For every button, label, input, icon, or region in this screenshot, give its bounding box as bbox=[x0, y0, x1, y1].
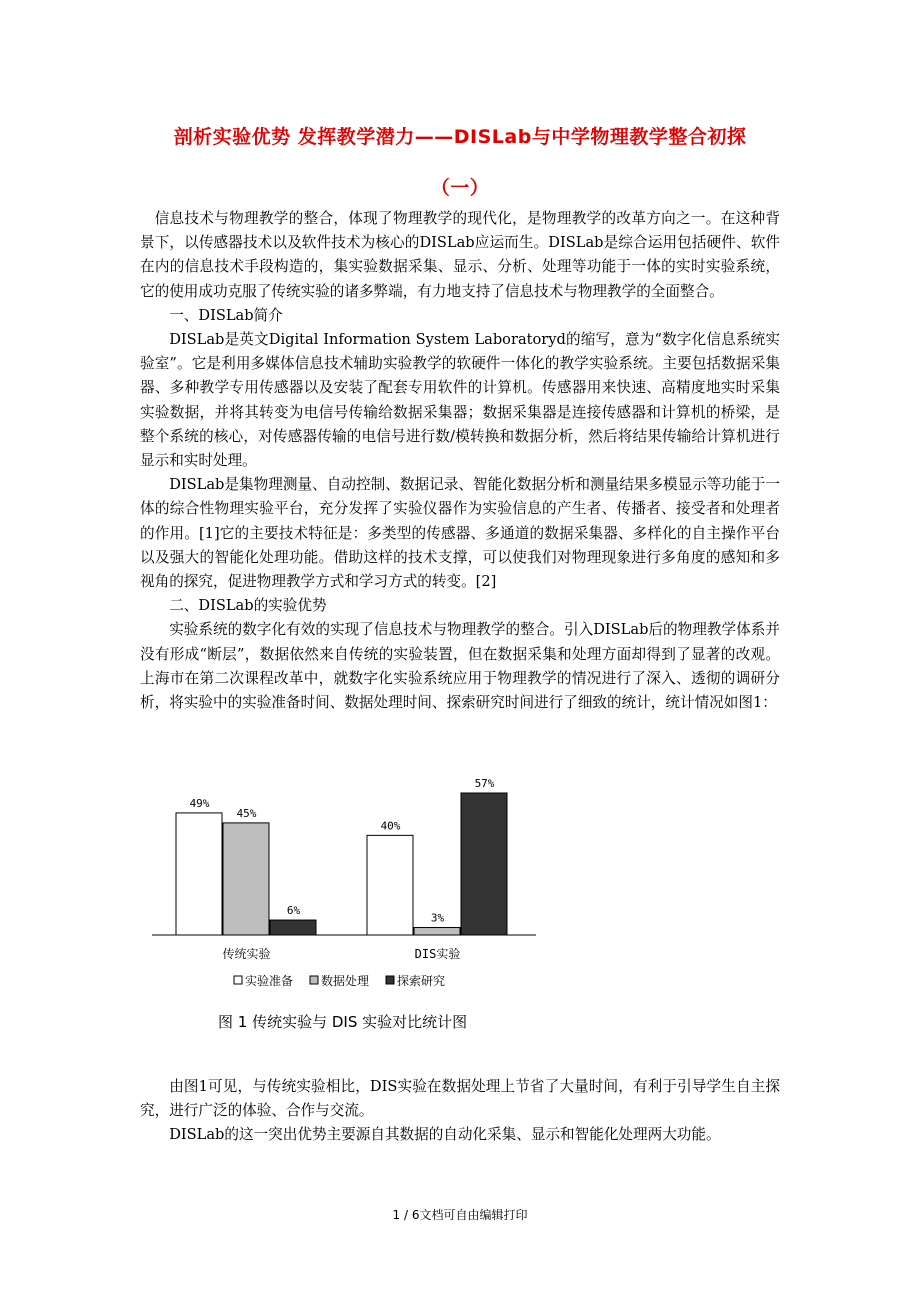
legend-swatch bbox=[310, 976, 318, 984]
legend-label: 实验准备 bbox=[245, 974, 294, 988]
paragraph: 由图1可见，与传统实验相比，DIS实验在数据处理上节省了大量时间，有利于引导学生自主探究，进行广泛的体验、合作与交流。 bbox=[140, 1078, 780, 1120]
paragraph-intro: 信息技术与物理教学的整合，体现了物理教学的现代化，是物理教学的改革方向之一。在这种背景下，以传感器技术以及软件技术为核心的DISLab应运而生。DISLab是综合运用包括硬件、软件在内的信息技术手段构造的，集实验数据采集、显示、分析、处理等功能于一体的实时实验系统，它的使用成功克服了传统实验的诸多弊端，有力地支持了信息技术与物理教学的全面整合。 bbox=[140, 210, 780, 300]
data-label: 3% bbox=[430, 911, 445, 925]
bar-实验准备-传统实验 bbox=[176, 813, 222, 935]
bar-实验准备-DIS实验 bbox=[367, 835, 413, 935]
bar-数据处理-传统实验 bbox=[223, 823, 269, 935]
section-heading-1: 一、DISLab简介 bbox=[169, 306, 283, 324]
data-label: 57% bbox=[474, 777, 495, 790]
paragraph: DISLab的这一突出优势主要源自其数据的自动化采集、显示和智能化处理两大功能。 bbox=[169, 1126, 721, 1144]
data-label: 45% bbox=[236, 806, 257, 820]
legend-swatch bbox=[386, 976, 394, 984]
data-label: 6% bbox=[286, 904, 301, 918]
legend-label: 探索研究 bbox=[397, 974, 446, 988]
body-text-block bbox=[140, 207, 780, 715]
document-title-part: （一） bbox=[430, 177, 490, 199]
bar-探索研究-传统实验 bbox=[270, 920, 316, 935]
section-heading-2: 二、DISLab的实验优势 bbox=[169, 597, 327, 615]
legend-label: 数据处理 bbox=[321, 974, 370, 988]
comparison-bar-chart bbox=[150, 776, 540, 1001]
paragraph: DISLab是集物理测量、自动控制、数据记录、智能化数据分析和测量结果多模显示等功能于一体的综合性物理实验平台，充分发挥了实验仪器作为实验信息的产生者、传播者、接受者和处理者的作用。[1]它的主要技术特征是：多类型的传感器、多通道的数据采集器、多样化的自主操作平台以及强大的智能化处理功能。借助这样的技术支撑，可以使我们对物理现象进行多角度的感知和多视角的探究，促进物理教学方式和学习方式的转变。[2] bbox=[140, 476, 780, 591]
bar-探索研究-DIS实验 bbox=[461, 793, 507, 935]
paragraph: DISLab是英文Digital Information System Laboratoryd的缩写，意为“数字化信息系统实验室”。它是利用多媒体信息技术辅助实验教学的软硬件一体化的教学实验系统。主要包括数据采集器、多种教学专用传感器以及安装了配套专用软件的计算机。传感器用来快速、高精度地实时采集实验数据，并将其转变为电信号传输给数据采集器；数据采集器是连接传感器和计算机的桥梁，是整个系统的核心，对传感器传输的电信号进行数/模转换和数据分析，然后将结果传输给计算机进行显示和实时处理。 bbox=[140, 331, 780, 470]
figure-caption: 图 1 传统实验与 DIS 实验对比统计图 bbox=[218, 1013, 468, 1031]
body-text-block-2 bbox=[140, 1075, 780, 1148]
bar-数据处理-DIS实验 bbox=[414, 928, 460, 935]
legend-swatch bbox=[234, 976, 242, 984]
data-label: 40% bbox=[380, 819, 401, 833]
category-label: 传统实验 bbox=[222, 947, 271, 961]
page-footer: 1 / 6文档可自由编辑打印 bbox=[392, 1208, 528, 1222]
category-label: DIS实验 bbox=[414, 947, 461, 961]
data-label: 49% bbox=[189, 796, 210, 810]
paragraph: 实验系统的数字化有效的实现了信息技术与物理教学的整合。引入DISLab后的物理教学体系并没有形成“断层”，数据依然来自传统的实验装置，但在数据采集和处理方面却得到了显著的改观。上海市在第二次课程改革中，就数字化实验系统应用于物理教学的情况进行了深入、透彻的调研分析，将实验中的实验准备时间、数据处理时间、探索研究时间进行了细致的统计，统计情况如图1： bbox=[140, 621, 780, 712]
document-title: 剖析实验优势 发挥教学潜力——DISLab与中学物理教学整合初探 bbox=[173, 126, 747, 148]
